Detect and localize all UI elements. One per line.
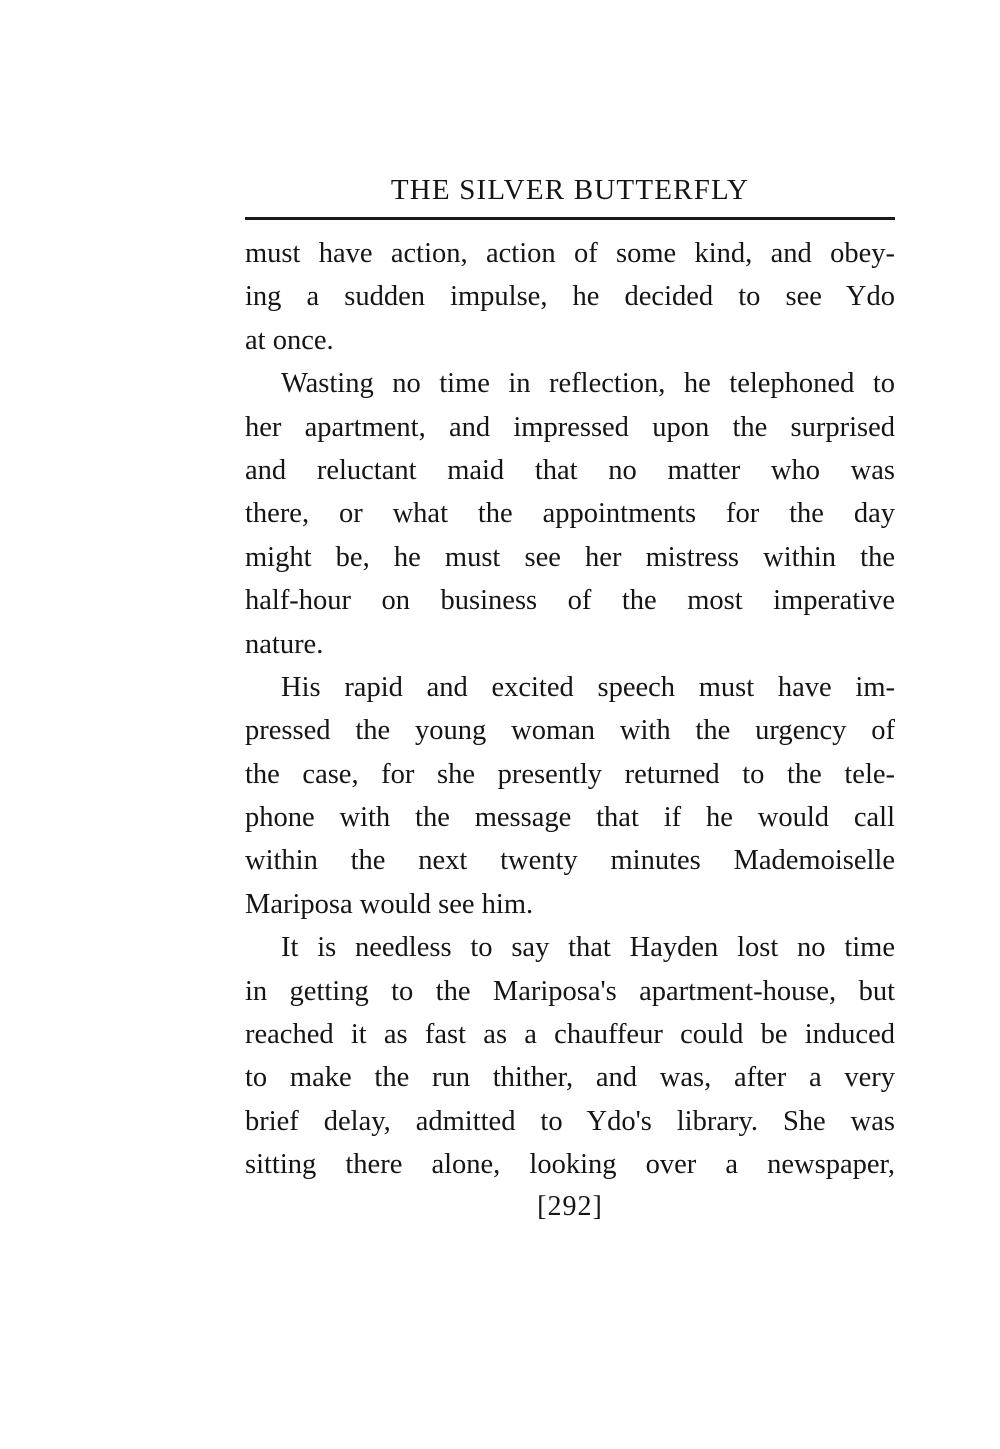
text-line: Wasting no time in reflection, he telephoned to: [281, 368, 895, 400]
text-line: sitting there alone, looking over a newspaper,: [245, 1149, 895, 1181]
body-text: [245, 232, 895, 1187]
paragraph: [245, 362, 895, 666]
text-line: brief delay, admitted to Ydo's library. She was: [245, 1105, 895, 1137]
text-line: there, or what the appointments for the day: [245, 498, 895, 530]
text-line: reached it as fast as a chauffeur could be induced: [245, 1019, 895, 1051]
text-line: It is needless to say that Hayden lost no time: [281, 932, 895, 964]
header-rule: [245, 217, 895, 220]
text-line: her apartment, and impressed upon the surprised: [245, 411, 895, 443]
text-line: the case, for she presently returned to the tele-: [245, 758, 895, 790]
text-line: to make the run thither, and was, after a very: [245, 1062, 895, 1094]
paragraph: [245, 232, 895, 362]
text-line: ing a sudden impulse, he decided to see Ydo: [245, 281, 895, 313]
text-line: might be, he must see her mistress within the: [245, 541, 895, 573]
text-line: within the next twenty minutes Mademoiselle: [245, 845, 895, 877]
text-line: half-hour on business of the most imperative: [245, 585, 895, 617]
paragraph: [245, 926, 895, 1186]
text-line: at once.: [245, 324, 334, 356]
page-number: [292]: [537, 1191, 603, 1222]
running-head: THE SILVER BUTTERFLY: [390, 174, 750, 206]
text-line: nature.: [245, 628, 324, 660]
paragraph: [245, 666, 895, 926]
text-line: and reluctant maid that no matter who was: [245, 454, 895, 486]
text-line: His rapid and excited speech must have im-: [281, 671, 895, 703]
text-line: phone with the message that if he would call: [245, 802, 895, 834]
text-line: Mariposa would see him.: [245, 888, 534, 920]
text-line: must have action, action of some kind, and obey-: [245, 238, 895, 269]
text-line: in getting to the Mariposa's apartment-house, but: [245, 975, 895, 1007]
text-line: pressed the young woman with the urgency of: [245, 715, 895, 747]
